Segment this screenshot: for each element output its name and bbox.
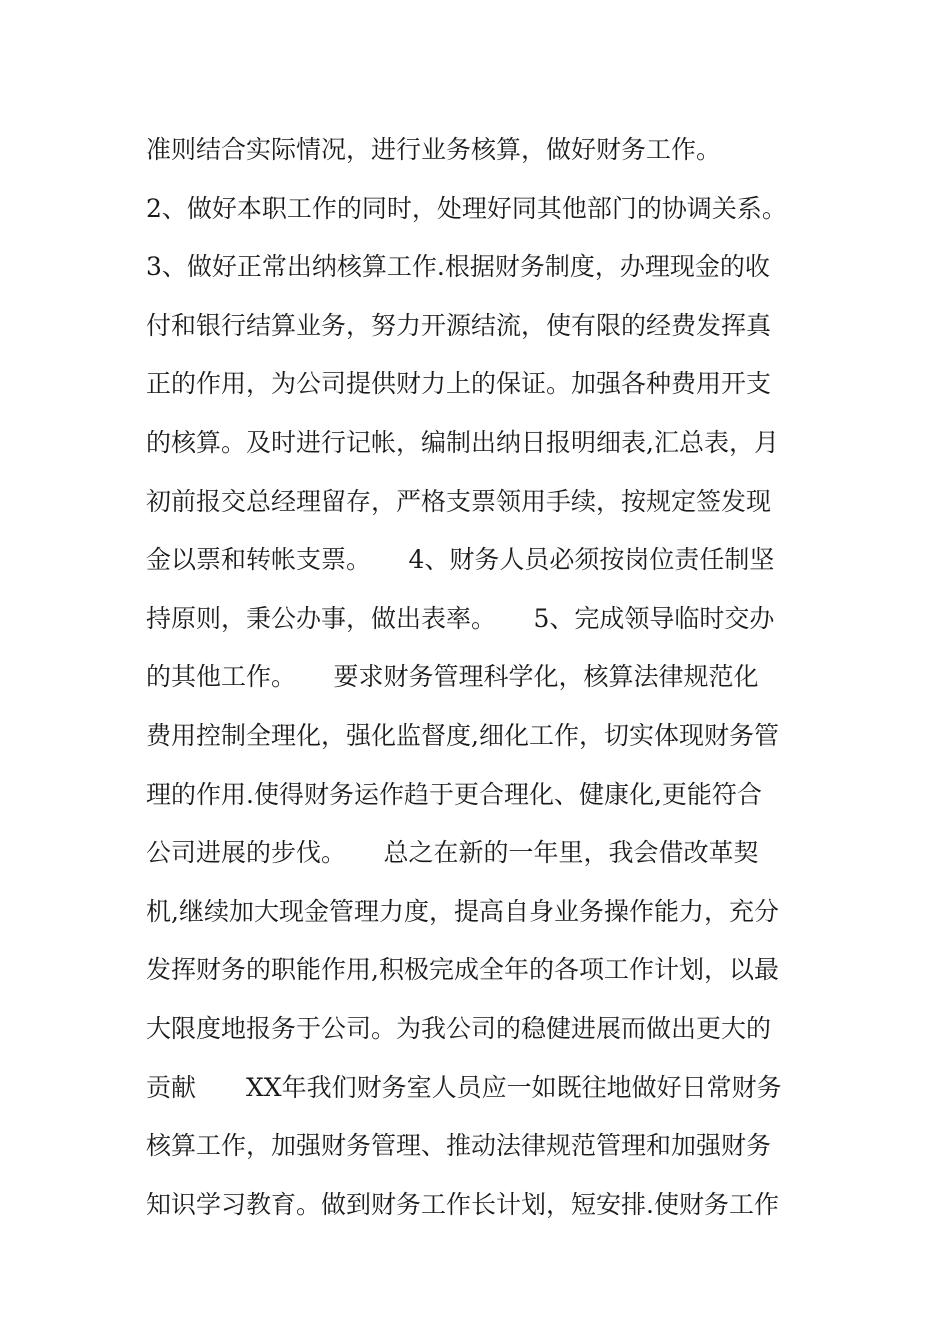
text-line: 的核算。及时进行记帐，编制出纳日报明细表,汇总表，月 xyxy=(146,427,779,457)
text-line: 知识学习教育。做到财务工作长计划，短安排.使财务工作 xyxy=(146,1189,779,1219)
document-body xyxy=(146,128,816,1241)
text-line: 准则结合实际情况，进行业务核算，做好财务工作。 xyxy=(146,135,722,164)
text-line: 贡献 XX年我们财务室人员应一如既往地做好日常财务 xyxy=(146,1072,782,1102)
text-line: 的其他工作。 要求财务管理科学化，核算法律规范化 xyxy=(146,662,759,692)
text-line: 理的作用.使得财务运作趋于更合理化、健康化,更能符合 xyxy=(146,779,762,809)
text-line: 费用控制全理化，强化监督度,细化工作，切实体现财务管 xyxy=(146,720,779,750)
text-line: 正的作用，为公司提供财力上的保证。加强各种费用开支 xyxy=(146,369,772,399)
text-line: 持原则，秉公办事，做出表率。 5、完成领导临时交办 xyxy=(146,603,775,633)
text-line: 初前报交总经理留存，严格支票领用手续，按规定签发现 xyxy=(146,486,772,516)
text-line: 金以票和转帐支票。 4、财务人员必须按岗位责任制坚 xyxy=(146,545,775,575)
text-line: 公司进展的步伐。 总之在新的一年里，我会借改革契 xyxy=(146,838,759,868)
text-line: 2、做好本职工作的同时，处理好同其他部门的协调关系。 xyxy=(146,193,787,223)
text-line: 付和银行结算业务，努力开源结流，使有限的经费发挥真 xyxy=(146,310,772,340)
text-line: 核算工作，加强财务管理、推动法律规范管理和加强财务 xyxy=(146,1131,772,1161)
text-line: 3、做好正常出纳核算工作.根据财务制度，办理现金的收 xyxy=(146,252,770,282)
text-line: 发挥财务的职能作用,积极完成全年的各项工作计划，以最 xyxy=(146,955,779,985)
text-line: 大限度地报务于公司。为我公司的稳健进展而做出更大的 xyxy=(146,1013,772,1043)
text-line: 机,继续加大现金管理力度，提高自身业务操作能力，充分 xyxy=(146,896,779,926)
